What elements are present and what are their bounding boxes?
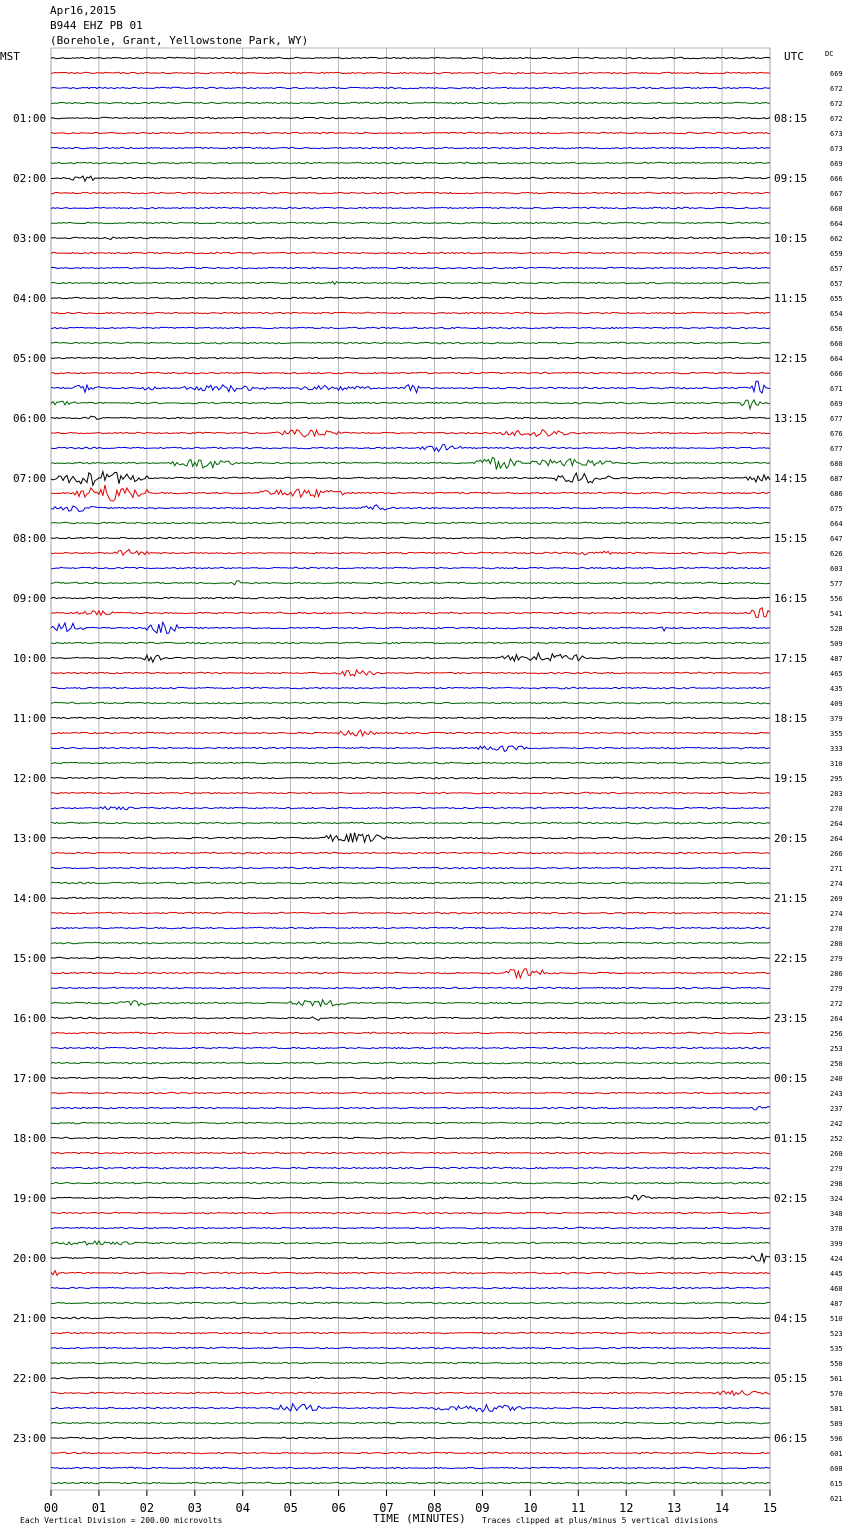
trace-line bbox=[51, 957, 770, 958]
dc-offset-label: 487 bbox=[830, 655, 843, 663]
dc-offset-label: 274 bbox=[830, 880, 843, 888]
trace-line bbox=[51, 1287, 770, 1288]
trace-line bbox=[51, 897, 770, 898]
x-tick-label: 11 bbox=[571, 1501, 586, 1515]
dc-offset-label: 465 bbox=[830, 670, 843, 678]
dc-offset-label: 659 bbox=[830, 250, 843, 258]
x-tick-label: 02 bbox=[139, 1501, 155, 1515]
trace-line bbox=[51, 1482, 770, 1483]
trace-line bbox=[51, 485, 770, 501]
dc-offset-label: 608 bbox=[830, 1465, 843, 1473]
dc-offset-label: 664 bbox=[830, 355, 843, 363]
trace-line bbox=[51, 416, 770, 419]
dc-offset-label: 240 bbox=[830, 1075, 843, 1083]
x-tick-label: 12 bbox=[618, 1501, 634, 1515]
dc-offset-label: 561 bbox=[830, 1375, 843, 1383]
dc-offset-label: 279 bbox=[830, 985, 843, 993]
dc-offset-label: 242 bbox=[830, 1120, 843, 1128]
x-tick-label: 10 bbox=[523, 1501, 538, 1515]
hour-label-mst: 06:00 bbox=[13, 412, 47, 425]
dc-offset-label: 310 bbox=[830, 760, 843, 768]
trace-line bbox=[51, 1032, 770, 1033]
dc-offset-label: 657 bbox=[830, 265, 843, 273]
dc-offset-label: 468 bbox=[830, 1285, 843, 1293]
trace-line bbox=[51, 357, 770, 358]
x-tick-label: 00 bbox=[43, 1501, 59, 1515]
dc-offset-label: 283 bbox=[830, 790, 843, 798]
x-tick-label: 03 bbox=[187, 1501, 203, 1515]
hour-label-utc: 09:15 bbox=[774, 172, 808, 185]
dc-offset-label: 272 bbox=[830, 1000, 843, 1008]
trace-line bbox=[51, 942, 770, 943]
trace-line bbox=[51, 581, 770, 585]
hour-label-utc: 01:15 bbox=[774, 1132, 808, 1145]
trace-line bbox=[51, 1362, 770, 1363]
hour-label-utc: 16:15 bbox=[774, 592, 808, 605]
trace-line bbox=[51, 833, 770, 843]
x-tick-label: 09 bbox=[475, 1501, 490, 1515]
dc-offset-label: 660 bbox=[830, 340, 843, 348]
dc-offset-label: 424 bbox=[830, 1255, 843, 1263]
dc-offset-label: 615 bbox=[830, 1480, 843, 1488]
hour-label-utc: 20:15 bbox=[774, 832, 808, 845]
trace-line bbox=[51, 762, 770, 763]
dc-offset-label: 279 bbox=[830, 955, 843, 963]
trace-line bbox=[51, 1302, 770, 1303]
trace-line bbox=[51, 297, 770, 298]
dc-offset-label: 264 bbox=[830, 1015, 843, 1023]
dc-offset-label: 667 bbox=[830, 190, 843, 198]
trace-line bbox=[51, 57, 770, 58]
dc-offset-label: 409 bbox=[830, 700, 843, 708]
dc-offset-label: 348 bbox=[830, 1210, 843, 1218]
trace-line bbox=[51, 1347, 770, 1348]
dc-offset-label: 676 bbox=[830, 430, 843, 438]
dc-offset-label: 355 bbox=[830, 730, 843, 738]
trace-line bbox=[51, 472, 770, 486]
time-grid bbox=[51, 48, 770, 1496]
dc-offset-label: 677 bbox=[830, 445, 843, 453]
trace-line bbox=[51, 653, 770, 662]
trace-line bbox=[51, 702, 770, 703]
dc-offset-label: 647 bbox=[830, 535, 843, 543]
trace-line bbox=[51, 1000, 770, 1007]
dc-offset-label: 666 bbox=[830, 370, 843, 378]
dc-offset-label: 556 bbox=[830, 595, 843, 603]
dc-offset-label: 669 bbox=[830, 160, 843, 168]
trace-line bbox=[51, 687, 770, 688]
seismic-traces bbox=[51, 57, 770, 1483]
hour-label-utc: 03:15 bbox=[774, 1252, 808, 1265]
hour-label-mst: 08:00 bbox=[13, 532, 47, 545]
hour-label-utc: 23:15 bbox=[774, 1012, 808, 1025]
hour-label-utc: 19:15 bbox=[774, 772, 808, 785]
dc-offset-label: 324 bbox=[830, 1195, 843, 1203]
trace-line bbox=[51, 1167, 770, 1168]
dc-offset-label: 541 bbox=[830, 610, 843, 618]
trace-line bbox=[51, 746, 770, 752]
right-axis-label: UTC bbox=[784, 50, 804, 63]
dc-offset-label: 655 bbox=[830, 295, 843, 303]
dc-offset-label: 510 bbox=[830, 1315, 843, 1323]
hour-label-mst: 12:00 bbox=[13, 772, 47, 785]
dc-offset-label: 253 bbox=[830, 1045, 843, 1053]
dc-offset-label: 487 bbox=[830, 1300, 843, 1308]
x-tick-label: 08 bbox=[427, 1501, 442, 1515]
trace-line bbox=[51, 312, 770, 313]
dc-offset-label: 664 bbox=[830, 220, 843, 228]
dc-offset-label: 570 bbox=[830, 1390, 843, 1398]
trace-line bbox=[51, 1106, 770, 1110]
trace-line bbox=[51, 882, 770, 883]
trace-line bbox=[51, 430, 770, 437]
hour-label-mst: 23:00 bbox=[13, 1432, 47, 1445]
hour-label-mst: 09:00 bbox=[13, 592, 47, 605]
dc-offset-label: 671 bbox=[830, 385, 843, 393]
hour-label-utc: 10:15 bbox=[774, 232, 808, 245]
trace-line bbox=[51, 969, 770, 978]
trace-line bbox=[51, 1467, 770, 1468]
hour-label-utc: 05:15 bbox=[774, 1372, 808, 1385]
x-tick-label: 04 bbox=[235, 1501, 250, 1515]
dc-offset-label: 379 bbox=[830, 715, 843, 723]
hour-label-mst: 17:00 bbox=[13, 1072, 47, 1085]
trace-line bbox=[51, 1332, 770, 1333]
dc-offset-label: 271 bbox=[830, 865, 843, 873]
x-tick-label: 13 bbox=[666, 1501, 682, 1515]
trace-line bbox=[51, 987, 770, 988]
trace-line bbox=[51, 1062, 770, 1063]
dc-offset-label: 673 bbox=[830, 130, 843, 138]
hour-label-mst: 20:00 bbox=[13, 1252, 47, 1265]
dc-offset-label: 279 bbox=[830, 1165, 843, 1173]
trace-line bbox=[51, 162, 770, 163]
trace-line bbox=[51, 822, 770, 823]
trace-line bbox=[51, 1391, 770, 1396]
dc-offset-label: 672 bbox=[830, 85, 843, 93]
hour-label-utc: 12:15 bbox=[774, 352, 808, 365]
hour-label-utc: 06:15 bbox=[774, 1432, 808, 1445]
dc-offset-label: 686 bbox=[830, 490, 843, 498]
trace-line bbox=[51, 1452, 770, 1453]
x-tick-label: 07 bbox=[379, 1501, 394, 1515]
hour-label-mst: 16:00 bbox=[13, 1012, 47, 1025]
dc-offset-label: 669 bbox=[830, 400, 843, 408]
hour-label-mst: 11:00 bbox=[13, 712, 47, 725]
dc-offset-label: 589 bbox=[830, 1420, 843, 1428]
dc-offset-label: 435 bbox=[830, 685, 843, 693]
dc-offset-label: 256 bbox=[830, 1030, 843, 1038]
trace-line bbox=[51, 505, 770, 512]
x-tick-label: 06 bbox=[331, 1501, 346, 1515]
trace-line bbox=[51, 642, 770, 643]
trace-line bbox=[51, 207, 770, 208]
trace-line bbox=[51, 852, 770, 853]
dc-offset-label: 672 bbox=[830, 100, 843, 108]
hour-label-mst: 05:00 bbox=[13, 352, 47, 365]
hour-label-mst: 01:00 bbox=[13, 112, 47, 125]
dc-offset-label: 286 bbox=[830, 970, 843, 978]
trace-line bbox=[51, 1377, 770, 1378]
record-date: Apr16,2015 bbox=[50, 4, 117, 17]
dc-offset-label: 399 bbox=[830, 1240, 843, 1248]
clip-note: Traces clipped at plus/minus 5 vertical divisions bbox=[482, 1516, 719, 1525]
trace-line bbox=[51, 381, 770, 393]
trace-line bbox=[51, 567, 770, 568]
trace-line bbox=[51, 132, 770, 133]
hour-label-mst: 22:00 bbox=[13, 1372, 47, 1385]
dc-offset-label: 333 bbox=[830, 745, 843, 753]
trace-line bbox=[51, 792, 770, 793]
trace-line bbox=[51, 237, 770, 239]
dc-offset-label: 550 bbox=[830, 1360, 843, 1368]
dc-offset-label: 687 bbox=[830, 475, 843, 483]
dc-offset-label: 664 bbox=[830, 520, 843, 528]
hour-label-mst: 13:00 bbox=[13, 832, 47, 845]
trace-line bbox=[51, 1212, 770, 1213]
dc-offset-label: 260 bbox=[830, 1150, 843, 1158]
hour-label-mst: 18:00 bbox=[13, 1132, 47, 1145]
dc-offset-label: 264 bbox=[830, 820, 843, 828]
dc-offset-label: 669 bbox=[830, 70, 843, 78]
trace-line bbox=[51, 522, 770, 523]
dc-offset-label: 295 bbox=[830, 775, 843, 783]
dc-offset-label: 601 bbox=[830, 1450, 843, 1458]
trace-line bbox=[51, 867, 770, 868]
trace-line bbox=[51, 1422, 770, 1423]
trace-line bbox=[51, 777, 770, 778]
trace-line bbox=[51, 1241, 770, 1245]
dc-offset-label: 250 bbox=[830, 1060, 843, 1068]
dc-offset-label: 264 bbox=[830, 835, 843, 843]
hour-label-utc: 18:15 bbox=[774, 712, 808, 725]
dc-offset-label: 298 bbox=[830, 1180, 843, 1188]
trace-line bbox=[51, 176, 770, 181]
trace-line bbox=[51, 1092, 770, 1093]
hour-label-mst: 10:00 bbox=[13, 652, 47, 665]
trace-line bbox=[51, 608, 770, 618]
dc-offset-label: 252 bbox=[830, 1135, 843, 1143]
trace-line bbox=[51, 597, 770, 598]
trace-line bbox=[51, 1077, 770, 1078]
trace-line bbox=[51, 912, 770, 913]
dc-offset-label: 673 bbox=[830, 145, 843, 153]
dc-offset-label: 654 bbox=[830, 310, 843, 318]
trace-line bbox=[51, 549, 770, 555]
hour-label-mst: 19:00 bbox=[13, 1192, 47, 1205]
dc-offset-label: 278 bbox=[830, 925, 843, 933]
dc-offset-label: 509 bbox=[830, 640, 843, 648]
hour-label-utc: 13:15 bbox=[774, 412, 808, 425]
hour-label-utc: 11:15 bbox=[774, 292, 808, 305]
trace-line bbox=[51, 1227, 770, 1228]
dc-offset-label: 672 bbox=[830, 115, 843, 123]
station-id: B944 EHZ PB 01 bbox=[50, 19, 143, 32]
left-axis-label: MST bbox=[0, 50, 20, 63]
trace-line bbox=[51, 267, 770, 268]
hour-label-mst: 15:00 bbox=[13, 952, 47, 965]
trace-line bbox=[51, 1122, 770, 1123]
trace-line bbox=[51, 1017, 770, 1021]
trace-line bbox=[51, 222, 770, 223]
trace-line bbox=[51, 807, 770, 810]
dc-offset-label: 243 bbox=[830, 1090, 843, 1098]
hour-label-utc: 22:15 bbox=[774, 952, 808, 965]
trace-line bbox=[51, 622, 770, 633]
dc-offset-label: 269 bbox=[830, 895, 843, 903]
trace-line bbox=[51, 1182, 770, 1183]
trace-line bbox=[51, 730, 770, 736]
dc-offset-label: 666 bbox=[830, 175, 843, 183]
scale-note: Each Vertical Division = 200.00 microvolts bbox=[20, 1516, 223, 1525]
trace-line bbox=[51, 400, 770, 409]
dc-offset-label: 274 bbox=[830, 910, 843, 918]
hour-label-utc: 17:15 bbox=[774, 652, 808, 665]
hour-label-utc: 14:15 bbox=[774, 472, 808, 485]
hour-label-utc: 08:15 bbox=[774, 112, 808, 125]
trace-line bbox=[51, 342, 770, 343]
x-tick-label: 15 bbox=[762, 1501, 778, 1515]
trace-line bbox=[51, 192, 770, 193]
dc-offset-label: 577 bbox=[830, 580, 843, 588]
dc-offset-label: 581 bbox=[830, 1405, 843, 1413]
dc-offset-label: 657 bbox=[830, 280, 843, 288]
trace-line bbox=[51, 117, 770, 118]
trace-line bbox=[51, 327, 770, 328]
dc-offset-label: 668 bbox=[830, 205, 843, 213]
trace-line bbox=[51, 1271, 770, 1276]
dc-offset-label: 378 bbox=[830, 1225, 843, 1233]
trace-line bbox=[51, 72, 770, 73]
trace-line bbox=[51, 1152, 770, 1153]
hour-label-utc: 15:15 bbox=[774, 532, 808, 545]
trace-line bbox=[51, 281, 770, 284]
dc-offset-label: 626 bbox=[830, 550, 843, 558]
dc-offset-label: 266 bbox=[830, 850, 843, 858]
trace-line bbox=[51, 1137, 770, 1138]
hour-label-mst: 04:00 bbox=[13, 292, 47, 305]
trace-line bbox=[51, 1437, 770, 1438]
trace-line bbox=[51, 537, 770, 538]
dc-offset-label: 680 bbox=[830, 460, 843, 468]
trace-line bbox=[51, 87, 770, 88]
dc-offset-label: 677 bbox=[830, 415, 843, 423]
trace-line bbox=[51, 717, 770, 718]
trace-line bbox=[51, 1253, 770, 1262]
dc-offset-label: 656 bbox=[830, 325, 843, 333]
hour-label-mst: 03:00 bbox=[13, 232, 47, 245]
hour-label-mst: 02:00 bbox=[13, 172, 47, 185]
trace-line bbox=[51, 102, 770, 103]
dc-offset-label: 523 bbox=[830, 1330, 843, 1338]
dc-offset-label: 270 bbox=[830, 805, 843, 813]
hour-label-mst: 07:00 bbox=[13, 472, 47, 485]
trace-line bbox=[51, 1404, 770, 1412]
dc-offset-label: 603 bbox=[830, 565, 843, 573]
trace-line bbox=[51, 1317, 770, 1318]
hour-label-mst: 14:00 bbox=[13, 892, 47, 905]
dc-offset-label: 675 bbox=[830, 505, 843, 513]
trace-line bbox=[51, 252, 770, 253]
dc-offset-label: 237 bbox=[830, 1105, 843, 1113]
station-location: (Borehole, Grant, Yellowstone Park, WY) bbox=[50, 34, 309, 47]
hour-label-utc: 04:15 bbox=[774, 1312, 808, 1325]
dc-offset-label: 535 bbox=[830, 1345, 843, 1353]
dc-offset-label: 528 bbox=[830, 625, 843, 633]
trace-line bbox=[51, 147, 770, 148]
hour-label-utc: 00:15 bbox=[774, 1072, 808, 1085]
trace-line bbox=[51, 445, 770, 452]
trace-line bbox=[51, 372, 770, 373]
x-tick-label: 05 bbox=[283, 1501, 298, 1515]
trace-line bbox=[51, 457, 770, 469]
hour-label-utc: 21:15 bbox=[774, 892, 808, 905]
hour-label-mst: 21:00 bbox=[13, 1312, 47, 1325]
x-axis-title: TIME (MINUTES) bbox=[373, 1512, 466, 1525]
dc-offset-label: 596 bbox=[830, 1435, 843, 1443]
dc-offset-label: 621 bbox=[830, 1495, 843, 1503]
x-tick-label: 14 bbox=[714, 1501, 730, 1515]
trace-line bbox=[51, 1047, 770, 1048]
dc-column-label: DC bbox=[825, 50, 834, 58]
trace-line bbox=[51, 927, 770, 928]
dc-offset-label: 662 bbox=[830, 235, 843, 243]
trace-line bbox=[51, 670, 770, 676]
hour-label-utc: 02:15 bbox=[774, 1192, 808, 1205]
dc-offset-label: 445 bbox=[830, 1270, 843, 1278]
x-tick-label: 01 bbox=[91, 1501, 107, 1515]
trace-line bbox=[51, 1195, 770, 1200]
dc-offset-label: 280 bbox=[830, 940, 843, 948]
